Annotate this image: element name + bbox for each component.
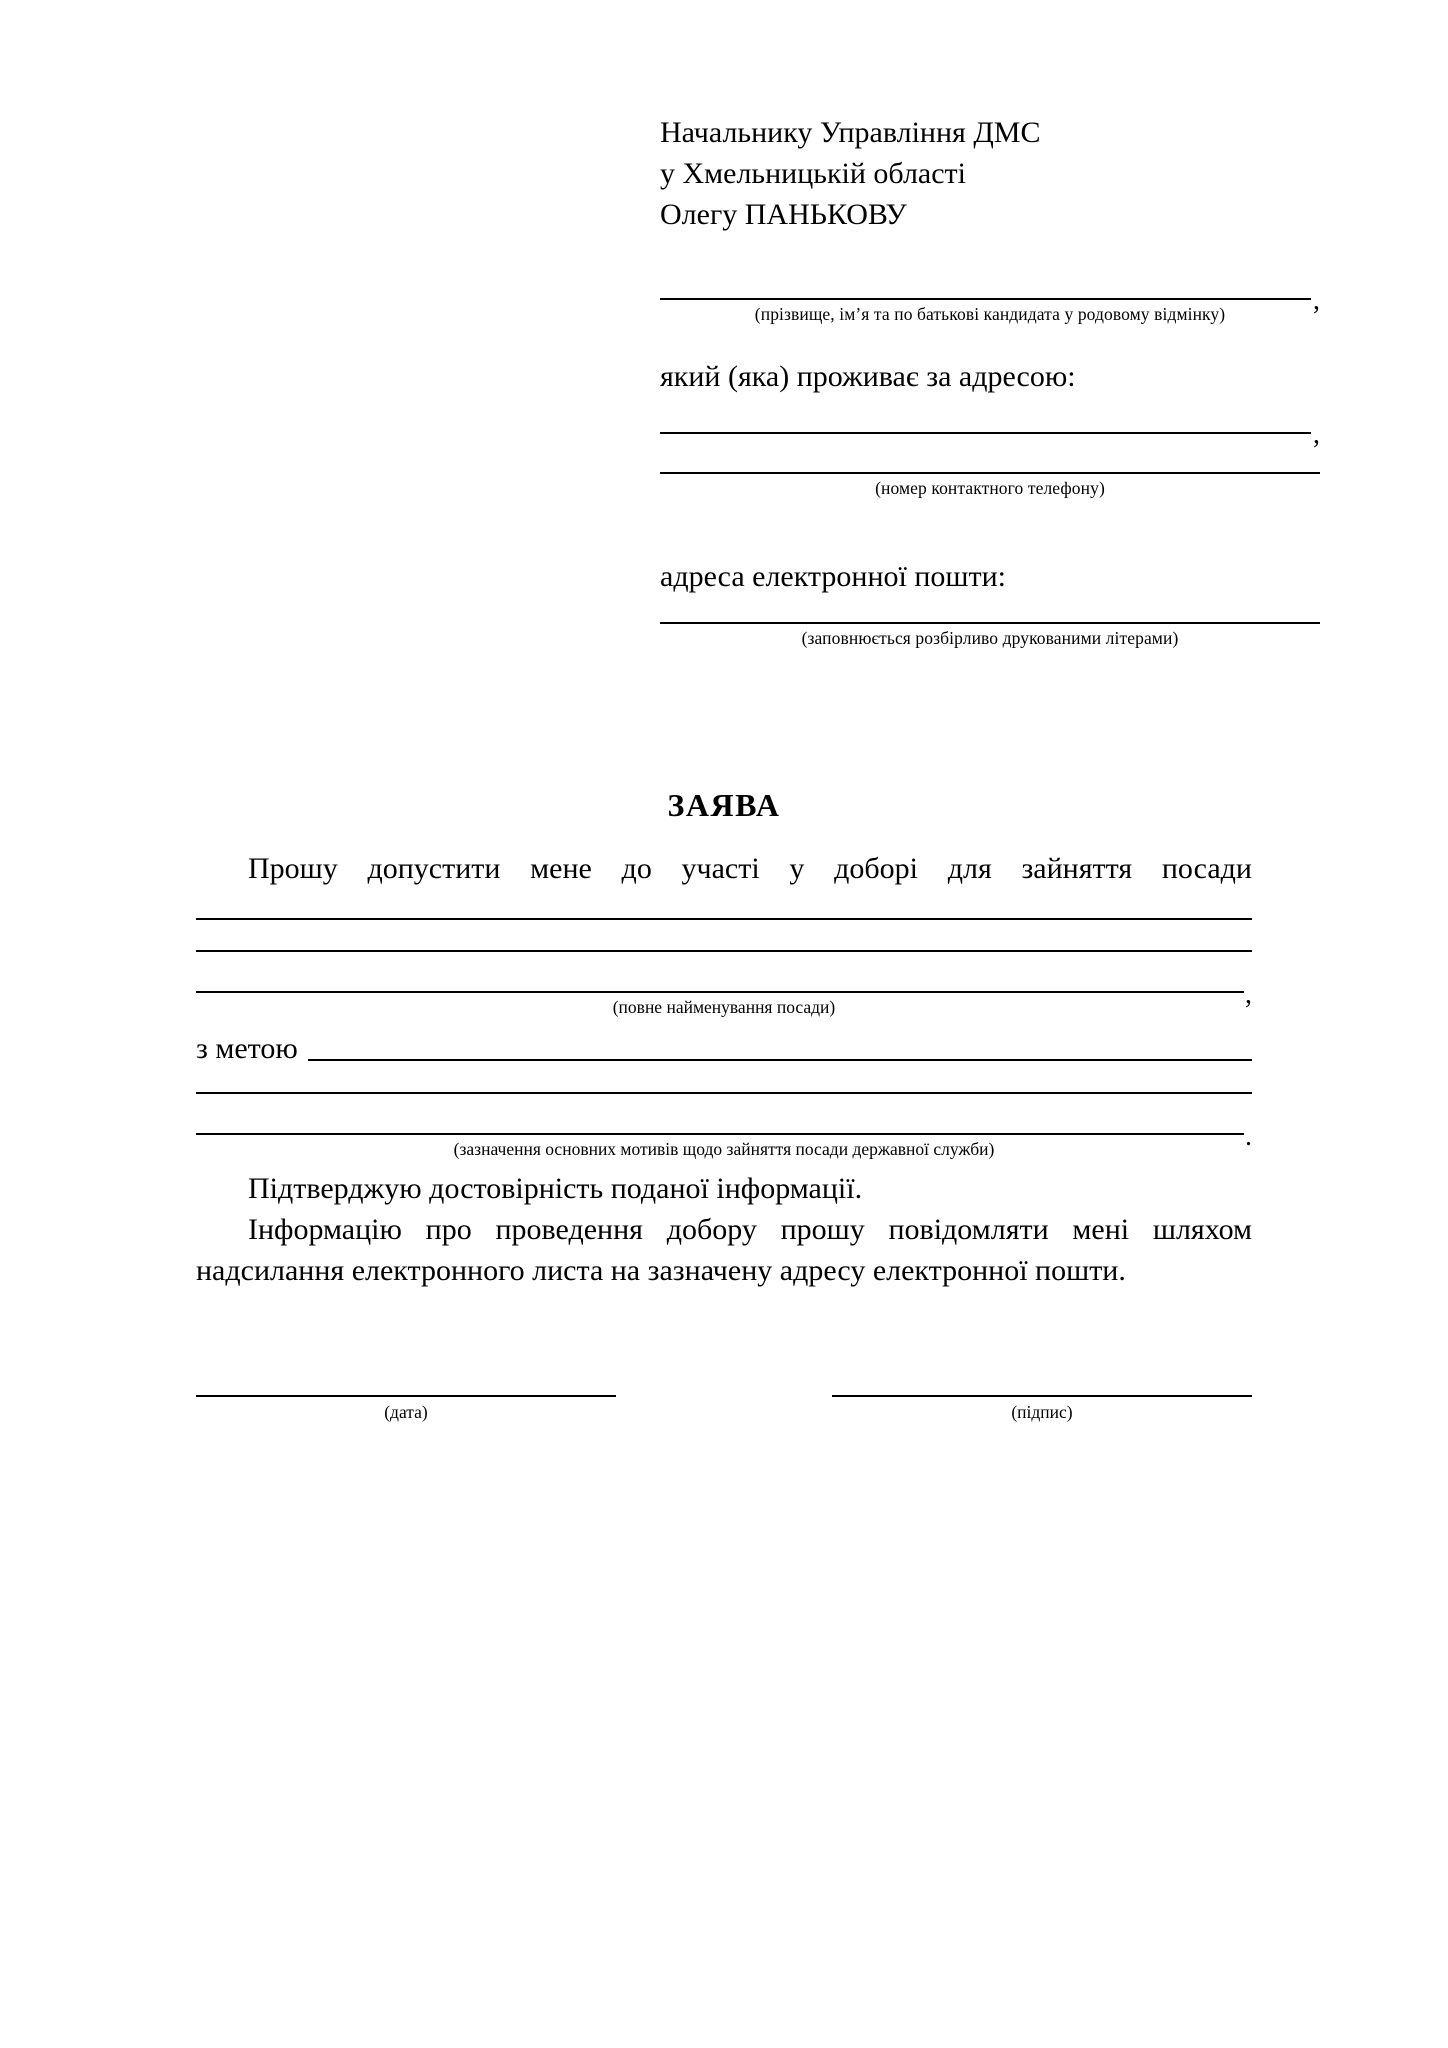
position-blank-line-1[interactable] [196,918,1252,920]
date-field-group [196,1395,616,1423]
purpose-caption: (зазначення основних мотивів щодо зайняття посади державної служби) [453,1139,995,1159]
purpose-label: з метою [196,1032,298,1065]
email-field-group [660,622,1320,649]
page-title: ЗАЯВА [667,787,781,823]
signature-blank-line[interactable] [832,1395,1252,1397]
address-label: який (яка) проживає за адресою: [660,360,1076,393]
addressee-line-1: Начальнику Управління ДМС [660,116,1041,149]
signature-caption: (підпис) [1011,1402,1073,1422]
position-caption: (повне найменування посади) [612,997,836,1017]
purpose-blank-line-3[interactable] [196,1133,1244,1135]
date-blank-line[interactable] [196,1395,616,1397]
address-blank-line[interactable] [660,432,1311,434]
applicant-name-caption: (прізвище, ім’я та по батькові кандидата у родовому відмінку) [754,304,1226,324]
date-caption: (дата) [384,1402,428,1422]
applicant-name-field-group [660,286,1320,325]
signature-field-group [832,1395,1252,1423]
applicant-name-blank-line[interactable] [660,298,1311,300]
phone-fill-row[interactable] [660,472,1320,474]
email-label: адреса електронної пошти: [660,560,1006,593]
phone-caption: (номер контактного телефону) [875,478,1105,498]
email-caption: (заповнюється розбірливо друкованими літерами) [801,628,1179,648]
purpose-blank-line-1[interactable] [308,1059,1252,1061]
addressee-line-3: Олегу ПАНЬКОВУ [660,198,907,231]
purpose-trailing-period: . [1245,1121,1252,1152]
address-field-group [660,419,1320,450]
addressee-line-2: у Хмельницькій області [660,157,966,190]
email-blank-line[interactable] [660,622,1320,624]
addressee-block [660,112,1360,235]
body-content [196,848,1252,1291]
purpose-blank-line-2[interactable] [196,1092,1252,1094]
position-blank-line-3[interactable] [196,991,1244,993]
signature-row [196,1395,1252,1423]
position-trailing-comma: , [1245,979,1252,1010]
email-label-block [660,558,1320,596]
applicant-name-trailing-comma: , [1313,285,1320,316]
address-label-block [660,358,1320,396]
confirm-paragraph: Підтверджую достовірність поданої інформації. [248,1172,863,1205]
address-trailing-comma: , [1313,419,1320,450]
notify-paragraph: Інформацію про проведення добору прошу повідомляти мені шляхом надсилання електронного листа на зазначену адресу електронної пошти. [196,1213,1252,1287]
phone-field-group [660,472,1320,499]
phone-blank-line[interactable] [660,472,1320,474]
purpose-row [196,1030,1252,1068]
position-blank-line-2[interactable] [196,950,1252,952]
address-fill-row[interactable] [660,419,1320,450]
request-paragraph: Прошу допустити мене до участі у доборі для зайняття посади [248,852,1252,885]
email-fill-row[interactable] [660,622,1320,624]
